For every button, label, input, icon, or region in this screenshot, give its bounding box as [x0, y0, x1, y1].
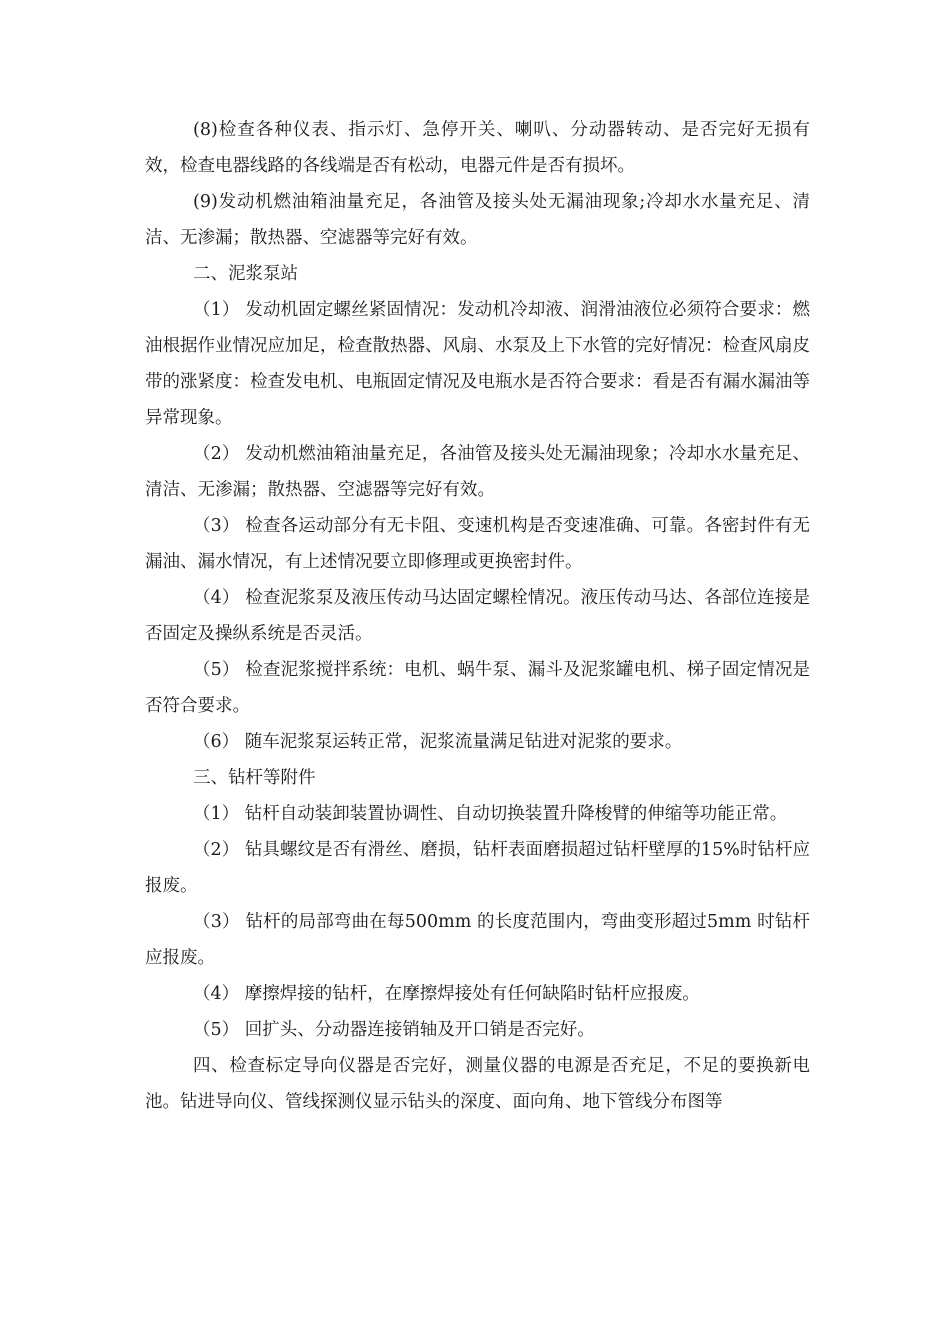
document-body [145, 112, 810, 1120]
section-heading-mud-pump-station: 二、泥浆泵站 [193, 264, 298, 284]
paragraph-item-8: (8)检查各种仪表、指示灯、急停开关、喇叭、分动器转动、是否完好无损有效，检查电器线路的各线端是否有松动，电器元件是否有损坏。 [145, 120, 810, 176]
section-heading-drill-rod: 三、钻杆等附件 [193, 768, 316, 788]
paragraph-mud-pump-6: （6） 随车泥浆泵运转正常，泥浆流量满足钻进对泥浆的要求。 [193, 732, 683, 752]
paragraph-mud-pump-4: （4） 检查泥浆泵及液压传动马达固定螺栓情况。液压传动马达、各部位连接是否固定及操纵系统是否灵活。 [145, 588, 810, 644]
paragraph-drill-rod-2: （2） 钻具螺纹是否有滑丝、磨损，钻杆表面磨损超过钻杆壁厚的15%时钻杆应报废。 [145, 840, 810, 896]
paragraph-item-9: (9)发动机燃油箱油量充足，各油管及接头处无漏油现象;冷却水水量充足、清洁、无渗漏；散热器、空滤器等完好有效。 [145, 192, 810, 248]
paragraph-mud-pump-3: （3） 检查各运动部分有无卡阻、变速机构是否变速准确、可靠。各密封件有无漏油、漏水情况，有上述情况要立即修理或更换密封件。 [145, 516, 810, 572]
paragraph-drill-rod-4: （4） 摩擦焊接的钻杆，在摩擦焊接处有任何缺陷时钻杆应报废。 [193, 984, 700, 1004]
paragraph-mud-pump-5: （5） 检查泥浆搅拌系统：电机、蜗牛泵、漏斗及泥浆罐电机、梯子固定情况是否符合要求。 [145, 660, 810, 716]
paragraph-mud-pump-2: （2） 发动机燃油箱油量充足，各油管及接头处无漏油现象；冷却水水量充足、清洁、无渗漏；散热器、空滤器等完好有效。 [145, 444, 810, 500]
section-heading-guidance-instrument: 四、检查标定导向仪器是否完好，测量仪器的电源是否充足，不足的要换新电池。钻进导向仪、管线探测仪显示钻头的深度、面向角、地下管线分布图等 [145, 1056, 810, 1112]
paragraph-drill-rod-1: （1） 钻杆自动装卸装置协调性、自动切换装置升降梭臂的伸缩等功能正常。 [193, 804, 788, 824]
paragraph-drill-rod-5: （5） 回扩头、分动器连接销轴及开口销是否完好。 [193, 1020, 595, 1040]
paragraph-drill-rod-3: （3） 钻杆的局部弯曲在每500mm 的长度范围内，弯曲变形超过5mm 时钻杆应报废。 [145, 912, 810, 968]
paragraph-mud-pump-1: （1） 发动机固定螺丝紧固情况：发动机冷却液、润滑油液位必须符合要求：燃油根据作业情况应加足，检查散热器、风扇、水泵及上下水管的完好情况：检查风扇皮带的涨紧度：检查发电机、电瓶固定情况及电瓶水是否符合要求：看是否有漏水漏油等异常现象。 [145, 300, 810, 428]
